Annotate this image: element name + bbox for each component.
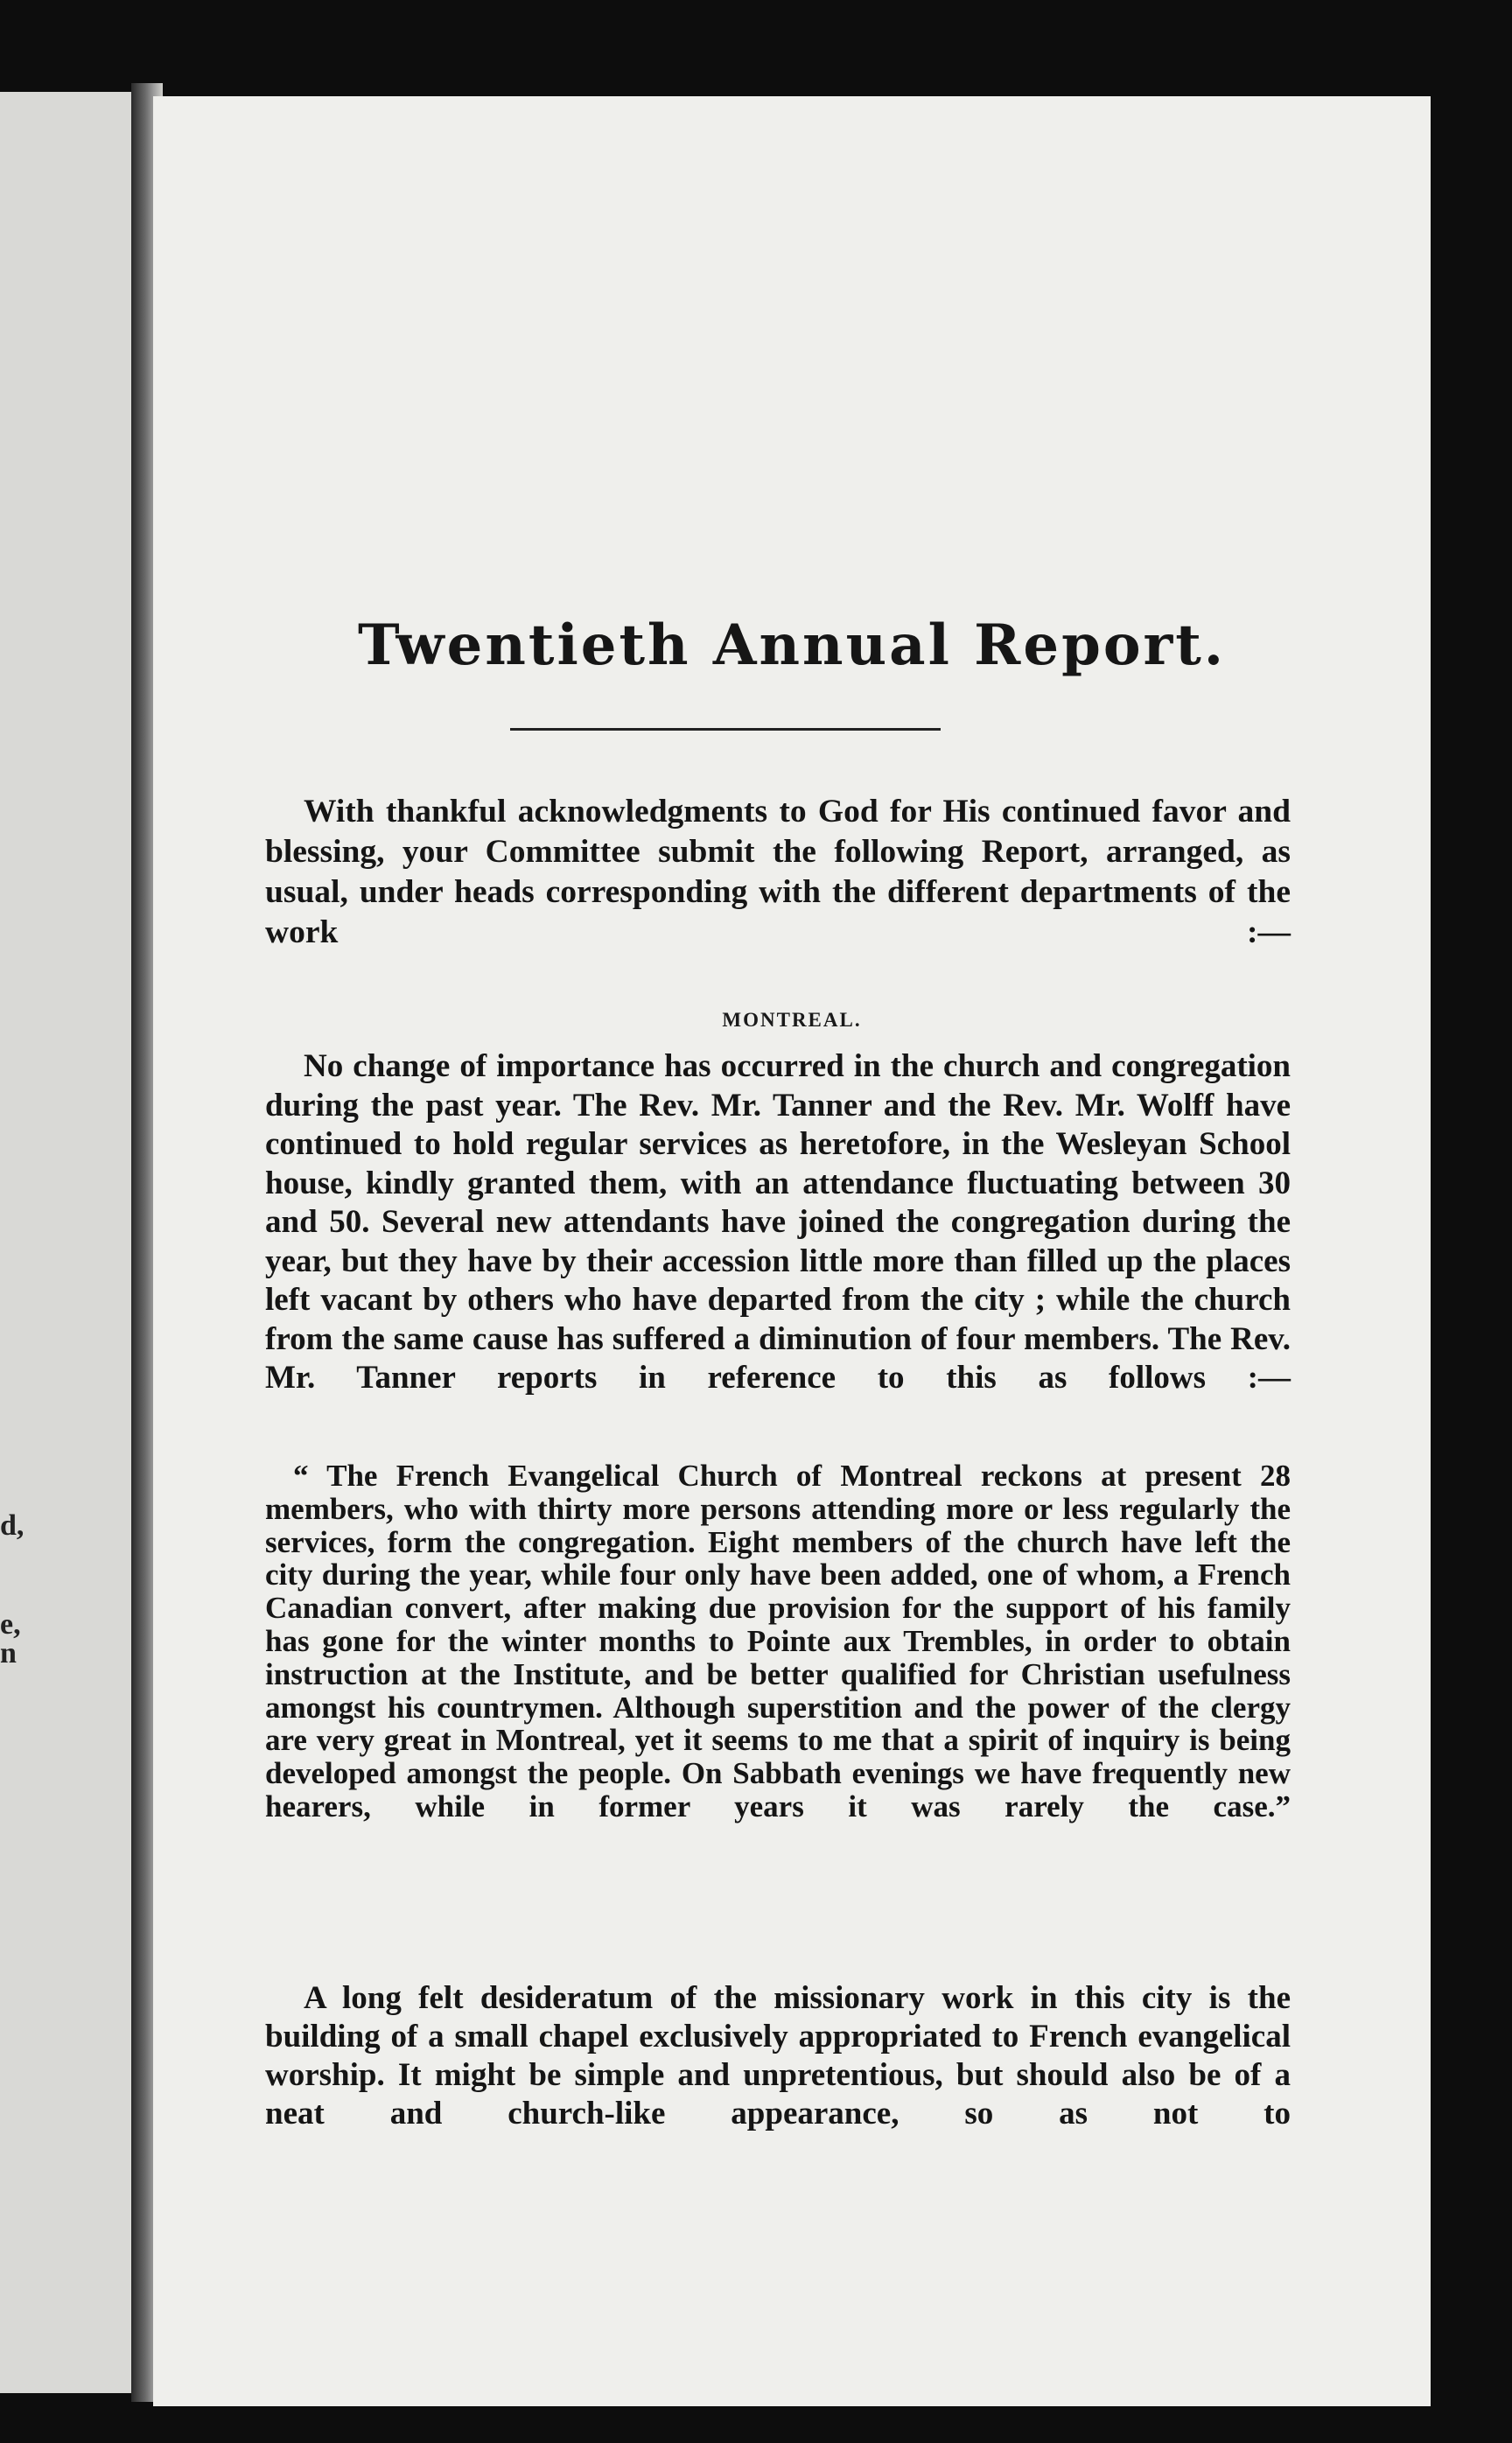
title-rule <box>510 728 941 731</box>
facing-page-edge <box>0 92 138 2393</box>
facing-page-fragment: d, <box>0 1509 24 1542</box>
quotation-paragraph: “ The French Evangelical Church of Montreal reckons at present 28 members, who with thirty more persons attending more or less regularly the services, form the congregation. Eight members of the church have left the city during the year, while four only have been added, one of whom, a French Canadian convert, after making due provision for the support of his family has gone for the winter months to Pointe aux Trembles, in order to obtain instruction at the Institute, and be better qualified for Christian usefulness amongst his countrymen. Although superstition and the power of the clergy are very great in Montreal, yet it seems to me that a spirit of inquiry is being developed amongst the people. On Sabbath evenings we have frequently new hearers, while in former years it was rarely the case.” <box>265 1459 1291 1824</box>
facing-page-fragment: e, <box>0 1608 21 1641</box>
intro-paragraph: With thankful acknowledgments to God for His continued favor and blessing, your Committee submit the following Report, arranged, as usual, under heads corresponding with the different departments of the work :— <box>265 794 1291 950</box>
show-through <box>206 359 1168 411</box>
body-paragraph: No change of importance has occurred in the church and congregation during the past year. The Rev. Mr. Tanner and the Rev. Mr. Wolff have continued to hold regular services as heretofore, in the Wesleyan School house, kindly granted them, with an attendance fluctuating between 30 and 50. Several new attendants have joined the congregation during the year, but they have by their accession little more than filled up the places left vacant by others who have departed from the city ; while the church from the same cause has suffered a diminution of four members. The Rev. Mr. Tanner reports in reference to this as follows :— <box>265 1048 1291 1396</box>
facing-page-fragment: n <box>0 1637 17 1670</box>
body-paragraph: A long felt desideratum of the missionary work in this city is the building of a small chapel exclusively appropriated to French evangelical worship. It might be simple and unpretentious, but should also be of a neat and church-like appearance, so as not to <box>265 1980 1291 2132</box>
page-title: Twentieth Annual Report. <box>357 612 1227 678</box>
section-heading: MONTREAL. <box>722 1009 862 1031</box>
document-page <box>153 96 1431 2406</box>
